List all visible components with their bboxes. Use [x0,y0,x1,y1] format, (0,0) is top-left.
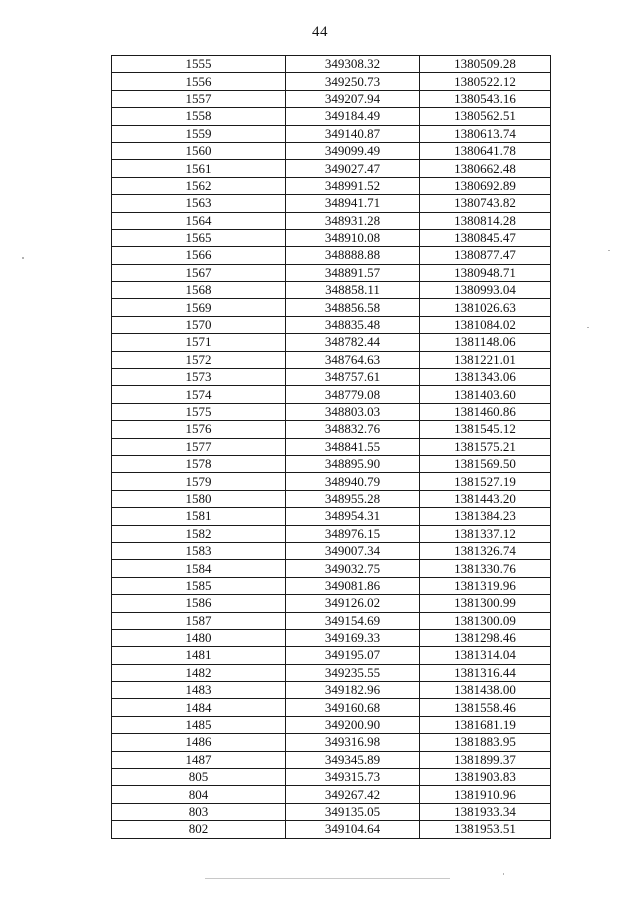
x-coordinate-cell: 348803.03 [286,403,420,420]
x-coordinate-cell: 349184.49 [286,108,420,125]
y-coordinate-cell: 1381330.76 [420,560,551,577]
x-coordinate-cell: 348779.08 [286,386,420,403]
coordinates-table-body [112,56,551,839]
table-row [112,282,551,299]
y-coordinate-cell: 1381314.04 [420,647,551,664]
y-coordinate-cell: 1381953.51 [420,821,551,838]
table-row [112,160,551,177]
y-coordinate-cell: 1380641.78 [420,142,551,159]
y-coordinate-cell: 1380662.48 [420,160,551,177]
point-number-cell: 1562 [112,177,286,194]
point-number-cell: 1578 [112,455,286,472]
table-row [112,73,551,90]
y-coordinate-cell: 1381933.34 [420,803,551,820]
x-coordinate-cell: 349250.73 [286,73,420,90]
point-number-cell: 1583 [112,542,286,559]
y-coordinate-cell: 1380613.74 [420,125,551,142]
table-row [112,455,551,472]
x-coordinate-cell: 348832.76 [286,421,420,438]
table-row [112,56,551,73]
point-number-cell: 1557 [112,90,286,107]
y-coordinate-cell: 1380522.12 [420,73,551,90]
point-number-cell: 1587 [112,612,286,629]
y-coordinate-cell: 1380877.47 [420,247,551,264]
y-coordinate-cell: 1381026.63 [420,299,551,316]
y-coordinate-cell: 1380845.47 [420,229,551,246]
table-row [112,786,551,803]
y-coordinate-cell: 1381319.96 [420,577,551,594]
point-number-cell: 1483 [112,682,286,699]
y-coordinate-cell: 1380993.04 [420,282,551,299]
x-coordinate-cell: 349099.49 [286,142,420,159]
y-coordinate-cell: 1381084.02 [420,316,551,333]
table-row [112,716,551,733]
y-coordinate-cell: 1381337.12 [420,525,551,542]
scan-speck [22,257,24,259]
point-number-cell: 1579 [112,473,286,490]
table-row [112,473,551,490]
y-coordinate-cell: 1381460.86 [420,403,551,420]
point-number-cell: 1485 [112,716,286,733]
y-coordinate-cell: 1381438.00 [420,682,551,699]
table-row [112,664,551,681]
x-coordinate-cell: 349207.94 [286,90,420,107]
point-number-cell: 803 [112,803,286,820]
x-coordinate-cell: 348955.28 [286,490,420,507]
x-coordinate-cell: 349032.75 [286,560,420,577]
x-coordinate-cell: 349081.86 [286,577,420,594]
scan-edge-line [205,878,450,879]
x-coordinate-cell: 349135.05 [286,803,420,820]
point-number-cell: 1582 [112,525,286,542]
x-coordinate-cell: 349345.89 [286,751,420,768]
point-number-cell: 1559 [112,125,286,142]
table-row [112,351,551,368]
table-row [112,525,551,542]
point-number-cell: 1568 [112,282,286,299]
x-coordinate-cell: 349316.98 [286,734,420,751]
y-coordinate-cell: 1380743.82 [420,195,551,212]
x-coordinate-cell: 348782.44 [286,334,420,351]
y-coordinate-cell: 1381300.09 [420,612,551,629]
x-coordinate-cell: 349160.68 [286,699,420,716]
point-number-cell: 1482 [112,664,286,681]
x-coordinate-cell: 349195.07 [286,647,420,664]
x-coordinate-cell: 348931.28 [286,212,420,229]
y-coordinate-cell: 1381899.37 [420,751,551,768]
y-coordinate-cell: 1380692.89 [420,177,551,194]
table-row [112,595,551,612]
scan-speck [587,327,589,328]
table-row [112,264,551,281]
table-row [112,108,551,125]
point-number-cell: 1577 [112,438,286,455]
point-number-cell: 1565 [112,229,286,246]
x-coordinate-cell: 349182.96 [286,682,420,699]
x-coordinate-cell: 349104.64 [286,821,420,838]
point-number-cell: 1567 [112,264,286,281]
x-coordinate-cell: 349126.02 [286,595,420,612]
y-coordinate-cell: 1380814.28 [420,212,551,229]
table-row [112,177,551,194]
x-coordinate-cell: 349200.90 [286,716,420,733]
point-number-cell: 1569 [112,299,286,316]
x-coordinate-cell: 348976.15 [286,525,420,542]
table-row [112,403,551,420]
point-number-cell: 805 [112,769,286,786]
page-number: 44 [312,24,328,40]
point-number-cell: 1564 [112,212,286,229]
table-row [112,699,551,716]
table-row [112,734,551,751]
x-coordinate-cell: 348835.48 [286,316,420,333]
x-coordinate-cell: 348888.88 [286,247,420,264]
table-row [112,142,551,159]
table-row [112,751,551,768]
point-number-cell: 1572 [112,351,286,368]
point-number-cell: 1486 [112,734,286,751]
point-number-cell: 1573 [112,369,286,386]
y-coordinate-cell: 1380948.71 [420,264,551,281]
table-row [112,803,551,820]
x-coordinate-cell: 349169.33 [286,629,420,646]
table-row [112,125,551,142]
y-coordinate-cell: 1381343.06 [420,369,551,386]
table-row [112,316,551,333]
point-number-cell: 1571 [112,334,286,351]
x-coordinate-cell: 348858.11 [286,282,420,299]
y-coordinate-cell: 1381545.12 [420,421,551,438]
table-row [112,629,551,646]
table-row [112,682,551,699]
point-number-cell: 1580 [112,490,286,507]
point-number-cell: 1563 [112,195,286,212]
y-coordinate-cell: 1381403.60 [420,386,551,403]
x-coordinate-cell: 348856.58 [286,299,420,316]
y-coordinate-cell: 1380509.28 [420,56,551,73]
table-row [112,490,551,507]
y-coordinate-cell: 1380543.16 [420,90,551,107]
x-coordinate-cell: 349154.69 [286,612,420,629]
x-coordinate-cell: 348891.57 [286,264,420,281]
point-number-cell: 804 [112,786,286,803]
point-number-cell: 1585 [112,577,286,594]
scan-speck [608,250,610,251]
point-number-cell: 1555 [112,56,286,73]
x-coordinate-cell: 349140.87 [286,125,420,142]
table-row [112,334,551,351]
x-coordinate-cell: 349007.34 [286,542,420,559]
point-number-cell: 1570 [112,316,286,333]
point-number-cell: 1481 [112,647,286,664]
point-number-cell: 1556 [112,73,286,90]
x-coordinate-cell: 348910.08 [286,229,420,246]
y-coordinate-cell: 1381221.01 [420,351,551,368]
point-number-cell: 1581 [112,508,286,525]
x-coordinate-cell: 349315.73 [286,769,420,786]
point-number-cell: 1560 [112,142,286,159]
y-coordinate-cell: 1381326.74 [420,542,551,559]
table-row [112,299,551,316]
x-coordinate-cell: 348841.55 [286,438,420,455]
table-row [112,247,551,264]
x-coordinate-cell: 348764.63 [286,351,420,368]
coordinates-table [111,55,551,839]
y-coordinate-cell: 1381681.19 [420,716,551,733]
point-number-cell: 1558 [112,108,286,125]
table-row [112,229,551,246]
y-coordinate-cell: 1381883.95 [420,734,551,751]
y-coordinate-cell: 1381903.83 [420,769,551,786]
table-row [112,508,551,525]
x-coordinate-cell: 349027.47 [286,160,420,177]
y-coordinate-cell: 1381527.19 [420,473,551,490]
table-row [112,386,551,403]
y-coordinate-cell: 1381575.21 [420,438,551,455]
y-coordinate-cell: 1380562.51 [420,108,551,125]
table-row [112,90,551,107]
point-number-cell: 1584 [112,560,286,577]
y-coordinate-cell: 1381443.20 [420,490,551,507]
point-number-cell: 1480 [112,629,286,646]
table-row [112,421,551,438]
y-coordinate-cell: 1381298.46 [420,629,551,646]
y-coordinate-cell: 1381910.96 [420,786,551,803]
y-coordinate-cell: 1381569.50 [420,455,551,472]
y-coordinate-cell: 1381300.99 [420,595,551,612]
table-row [112,560,551,577]
table-row [112,438,551,455]
table-row [112,612,551,629]
table-row [112,769,551,786]
x-coordinate-cell: 348954.31 [286,508,420,525]
x-coordinate-cell: 348941.71 [286,195,420,212]
point-number-cell: 1586 [112,595,286,612]
x-coordinate-cell: 348895.90 [286,455,420,472]
point-number-cell: 1484 [112,699,286,716]
point-number-cell: 1566 [112,247,286,264]
x-coordinate-cell: 349308.32 [286,56,420,73]
point-number-cell: 802 [112,821,286,838]
y-coordinate-cell: 1381316.44 [420,664,551,681]
x-coordinate-cell: 348991.52 [286,177,420,194]
table-row [112,369,551,386]
point-number-cell: 1561 [112,160,286,177]
table-row [112,821,551,838]
y-coordinate-cell: 1381148.06 [420,334,551,351]
table-row [112,577,551,594]
scan-speck [503,873,504,875]
x-coordinate-cell: 348940.79 [286,473,420,490]
table-row [112,647,551,664]
point-number-cell: 1575 [112,403,286,420]
table-row [112,542,551,559]
table-row [112,195,551,212]
point-number-cell: 1576 [112,421,286,438]
x-coordinate-cell: 349235.55 [286,664,420,681]
x-coordinate-cell: 349267.42 [286,786,420,803]
x-coordinate-cell: 348757.61 [286,369,420,386]
y-coordinate-cell: 1381384.23 [420,508,551,525]
table-row [112,212,551,229]
point-number-cell: 1574 [112,386,286,403]
point-number-cell: 1487 [112,751,286,768]
y-coordinate-cell: 1381558.46 [420,699,551,716]
